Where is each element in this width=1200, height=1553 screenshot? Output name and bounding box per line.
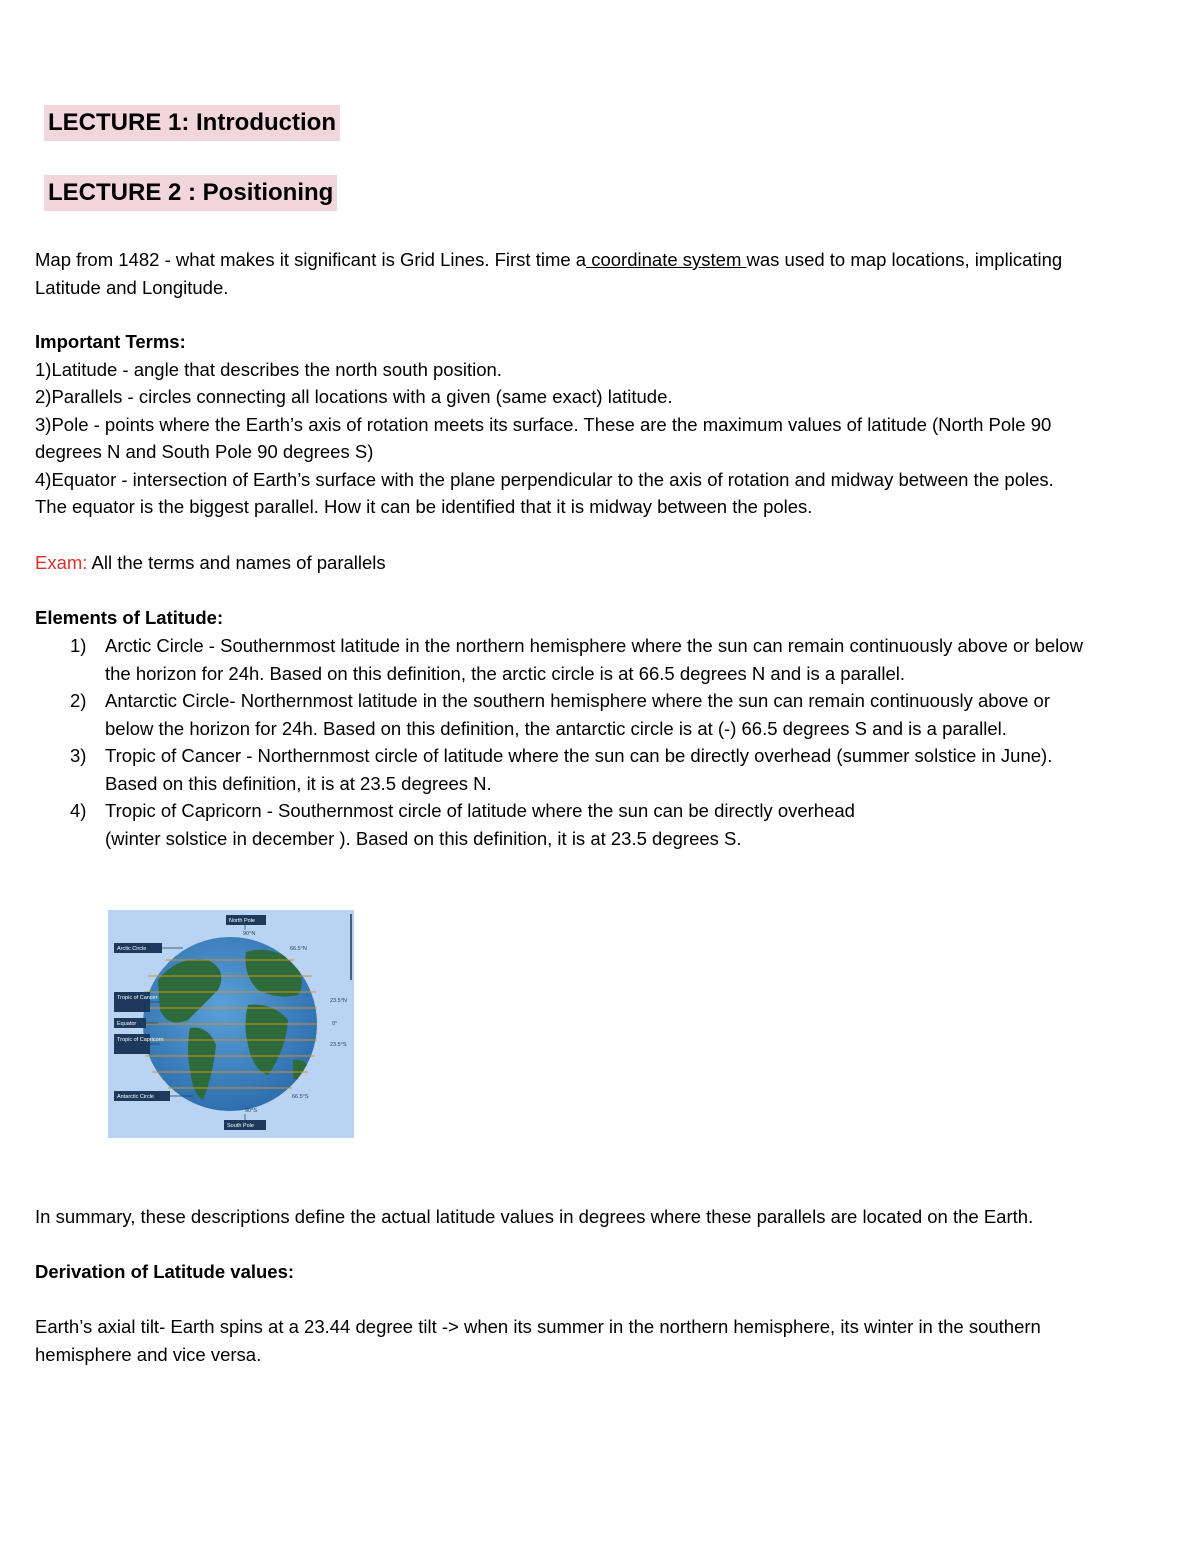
north-pole-label: North Pole (229, 918, 255, 924)
elements-title: Elements of Latitude: (35, 607, 224, 628)
tropic-cancer-line-2: Based on this definition, it is at 23.5 degrees N. (105, 772, 492, 794)
tropic-capricorn-line-1: Tropic of Capricorn - Southernmost circle of latitude where the sun can be directly overhead (105, 800, 855, 821)
list-item (70, 687, 1170, 742)
summary-text: In summary, these descriptions define the actual latitude values in degrees where these parallels are located on the Earth. (35, 1206, 1034, 1227)
earth-latitude-diagram (108, 910, 354, 1138)
list-item (70, 742, 1170, 797)
exam-text: All the terms and names of parallels (87, 552, 386, 573)
arctic-circle-line-1: Arctic Circle - Southernmost latitude in the northern hemisphere where the sun can remain continuously above or below (105, 635, 1083, 656)
intro-line-1 (35, 246, 1165, 274)
derivation-title: Derivation of Latitude values: (35, 1261, 295, 1282)
tropic-capricorn-label: Tropic of Capricorn (117, 1037, 164, 1043)
tropic-cancer-line-1: Tropic of Cancer - Northernmost circle of latitude where the sun can be directly overhead (summer solstice in June). (105, 745, 1053, 766)
important-terms-section (35, 328, 1165, 521)
list-number: 3) (70, 745, 87, 766)
antarctic-deg-label: 66.5°S (292, 1094, 309, 1100)
south-deg-label: 90°S (245, 1108, 257, 1114)
elements-list (70, 632, 1170, 852)
lecture1-heading: LECTURE 1: Introduction (44, 105, 340, 141)
exam-label: Exam: (35, 552, 88, 573)
elements-title-block (35, 604, 1165, 632)
important-terms-title: Important Terms: (35, 331, 186, 352)
arctic-circle-label: Arctic Circle (117, 946, 147, 952)
list-item (70, 797, 1170, 852)
term-pole-cont: degrees N and South Pole 90 degrees S) (35, 441, 374, 462)
intro-text-a: Map from 1482 - what makes it significant is Grid Lines. First time a (35, 249, 587, 270)
term-pole: 3)Pole - points where the Earth’s axis of rotation meets its surface. These are the maximum values of latitude (North Pole 90 (35, 413, 1052, 435)
equator-label: Equator (117, 1021, 137, 1027)
antarctic-circle-line-1: Antarctic Circle- Northernmost latitude in the southern hemisphere where the sun can remain continuously above or (105, 690, 1051, 711)
tropic-capricorn-line-2: (winter solstice in december ). Based on this definition, it is at 23.5 degrees S. (105, 827, 742, 849)
cancer-deg-label: 23.5°N (330, 998, 347, 1004)
coordinate-system-term: coordinate system (586, 249, 747, 270)
exam-note (35, 549, 1165, 577)
list-number: 4) (70, 800, 87, 821)
intro-line-2: Latitude and Longitude. (35, 276, 229, 298)
intro-text-b: was used to map locations, implicating (746, 249, 1063, 270)
derivation-title-block (35, 1258, 1165, 1286)
intro-paragraph (35, 246, 1165, 301)
term-equator-cont: The equator is the biggest parallel. How it can be identified that it is midway between the poles. (35, 496, 813, 517)
equator-deg-label: 0° (332, 1021, 338, 1027)
list-number: 1) (70, 635, 87, 656)
term-equator: 4)Equator - intersection of Earth’s surface with the plane perpendicular to the axis of rotation and midway between the poles. (35, 468, 1054, 490)
term-latitude: 1)Latitude - angle that describes the north south position. (35, 358, 502, 380)
derivation-line-1: Earth’s axial tilt- Earth spins at a 23.44 degree tilt -> when its summer in the northern hemisphere, its winter in the southern (35, 1316, 1041, 1337)
capricorn-deg-label: 23.5°S (330, 1042, 347, 1048)
antarctic-circle-label: Antarctic Circle (117, 1094, 154, 1100)
lecture2-heading: LECTURE 2 : Positioning (44, 175, 337, 211)
list-item (70, 632, 1170, 687)
north-deg-label: 90°N (243, 931, 256, 937)
antarctic-circle-line-2: below the horizon for 24h. Based on this definition, the antarctic circle is at (-) 66.5 degrees S and is a parallel. (105, 717, 1007, 739)
summary-paragraph (35, 1203, 1165, 1231)
arctic-circle-line-2: the horizon for 24h. Based on this definition, the arctic circle is at 66.5 degrees N and is a parallel. (105, 662, 906, 684)
derivation-line-2: hemisphere and vice versa. (35, 1343, 262, 1365)
derivation-paragraph (35, 1313, 1165, 1368)
south-pole-label: South Pole (227, 1123, 254, 1129)
tropic-cancer-label: Tropic of Cancer (117, 995, 158, 1001)
arctic-deg-label: 66.5°N (290, 946, 307, 952)
term-parallels: 2)Parallels - circles connecting all locations with a given (same exact) latitude. (35, 386, 673, 407)
list-number: 2) (70, 690, 87, 711)
